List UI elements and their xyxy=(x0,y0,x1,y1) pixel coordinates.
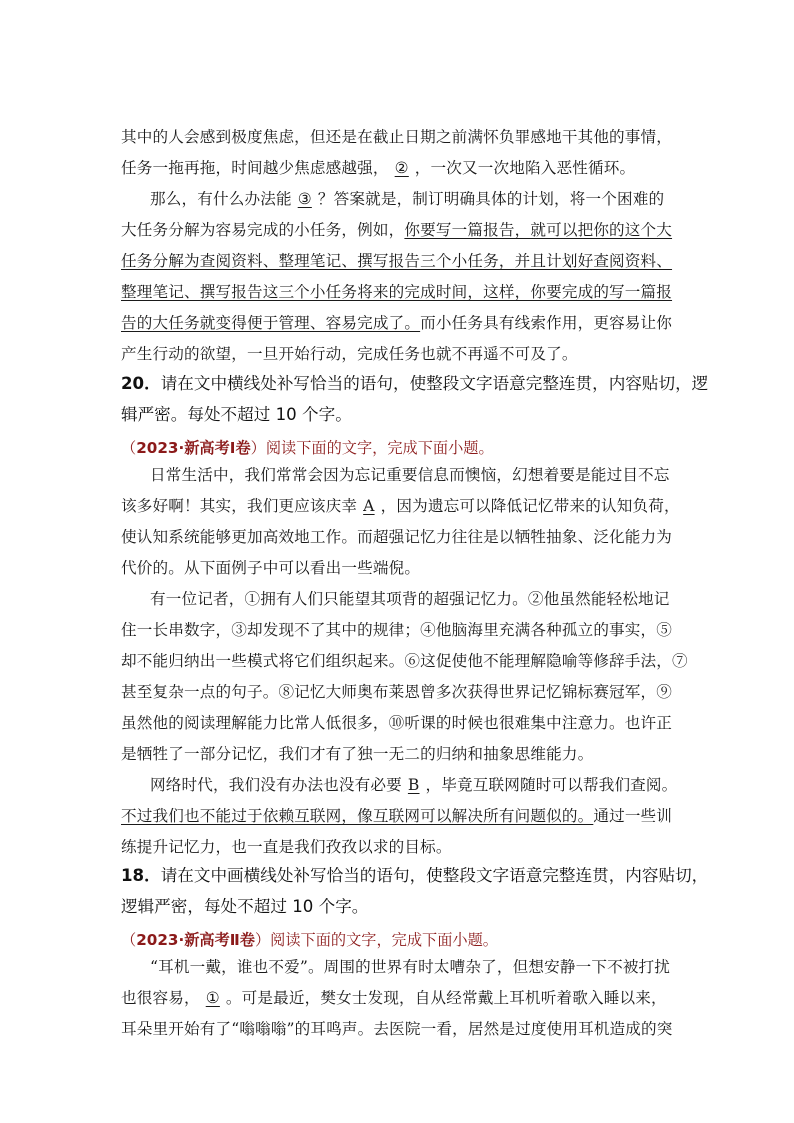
passage2-line13: 练提升记忆力，也一直是我们孜孜以求的目标。 xyxy=(121,838,452,856)
question-20-line2: 辑严密。每处不超过 10 个字。 xyxy=(121,405,352,424)
passage2-line3: 使认知系统能够更加高效地工作。而超强记忆力往往是以牺牲抽象、泛化能力为 xyxy=(121,528,673,546)
passage2-line10: 是牺牲了一部分记忆，我们才有了独一无二的归纳和抽象思维能力。 xyxy=(121,745,594,763)
question-18-line2: 逻辑严密，每处不超过 10 个字。 xyxy=(121,897,369,916)
paren: ） xyxy=(254,931,271,949)
source-year: 2023·新高考Ⅱ卷 xyxy=(136,931,255,949)
blank-1: ① xyxy=(205,989,220,1007)
passage3-line2 xyxy=(121,987,667,1009)
text-segment: 任务一拖再拖，时间越少焦虑感越强， xyxy=(121,159,389,177)
passage2-line4: 代价的。从下面例子中可以看出一些端倪。 xyxy=(121,559,421,577)
passage2-line2 xyxy=(121,495,680,517)
paren: （ xyxy=(121,439,137,457)
text-segment: ？答案就是，制订明确具体的计划，将一个困难的 xyxy=(317,190,665,208)
text-segment: 而小任务具有线索作用，更容易让你 xyxy=(420,314,673,332)
source-instruction: 阅读下面的文字，完成下面小题。 xyxy=(270,931,498,949)
text-segment: 也很容易， xyxy=(121,989,200,1007)
question-text: 请在文中横线处补写恰当的语句，使整段文字语意完整连贯，内容贴切，逻 xyxy=(160,374,709,393)
passage2-line11 xyxy=(150,774,677,796)
text-segment: 。可是最近，樊女士发现，自从经常戴上耳机听着歌入睡以来， xyxy=(225,989,667,1007)
passage1-line5 xyxy=(121,250,672,272)
question-number: 20． xyxy=(121,374,161,393)
passage1-line6 xyxy=(121,281,672,303)
passage3-line3: 耳朵里开始有了“嗡嗡嗡”的耳鸣声。去医院一看，居然是过度使用耳机造成的突 xyxy=(121,1020,673,1038)
underlined-text: 不过我们也不能过于依赖互联网，像互联网可以解决所有问题似的。 xyxy=(121,807,594,825)
text-segment: ，因为遗忘可以降低记忆带来的认知负荷， xyxy=(380,497,680,515)
source-label-1 xyxy=(121,437,494,459)
text-segment: ，毕竟互联网随时可以帮我们查阅。 xyxy=(425,776,678,794)
text-segment: 大任务分解为容易完成的小任务，例如， xyxy=(121,221,405,239)
source-label-2 xyxy=(121,929,498,951)
passage2-line6: 住一长串数字，③却发现不了其中的规律；④他脑海里充满各种孤立的事实，⑤ xyxy=(121,621,673,639)
paren: ） xyxy=(250,439,266,457)
blank-B: B xyxy=(407,776,420,794)
passage2-line12 xyxy=(121,805,672,827)
question-number: 18． xyxy=(121,866,161,885)
passage1-line8: 产生行动的欲望，一旦开始行动，完成任务也就不再遥不可及了。 xyxy=(121,345,578,363)
passage1-line2 xyxy=(121,157,635,179)
paren: （ xyxy=(121,931,137,949)
passage2-line9: 虽然他的阅读理解能力比常人低很多，⑩听课的时候也很难集中注意力。也许正 xyxy=(121,714,673,732)
underlined-text: 你要写一篇报告，就可以把你的这个大 xyxy=(404,221,673,239)
question-20-line1 xyxy=(121,372,708,396)
text-segment: 该多好啊！其实，我们更应该庆幸 xyxy=(121,497,358,515)
passage2-line7: 却不能归纳出一些模式将它们组织起来。⑥这促使他不能理解隐喻等修辞手法，⑦ xyxy=(121,652,688,670)
text-segment: 通过一些训 xyxy=(593,807,673,825)
passage1-line1: 其中的人会感到极度焦虑，但还是在截止日期之前满怀负罪感地干其他的事情， xyxy=(121,128,673,146)
passage2-line1: 日常生活中，我们常常会因为忘记重要信息而懊恼，幻想着要是能过目不忘 xyxy=(150,466,670,484)
passage1-line7 xyxy=(121,312,672,334)
passage2-line8: 甚至复杂一点的句子。⑧记忆大师奥布莱恩曾多次获得世界记忆锦标赛冠军，⑨ xyxy=(121,683,673,701)
passage1-line3 xyxy=(150,188,664,210)
passage1-line4 xyxy=(121,219,672,241)
underlined-text: 整理笔记、撰写报告这三个小任务将来的完成时间，这样，你要完成的写一篇报 xyxy=(121,283,673,301)
question-18-line1 xyxy=(121,864,708,888)
source-instruction: 阅读下面的文字，完成下面小题。 xyxy=(265,439,494,457)
underlined-text: 告的大任务就变得便于管理、容易完成了。 xyxy=(121,314,421,332)
blank-A: A xyxy=(363,497,375,515)
text-segment: 那么，有什么办法能 xyxy=(150,190,292,208)
blank-2: ② xyxy=(394,159,409,177)
question-text: 请在文中画横线处补写恰当的语句，使整段文字语意完整连贯，内容贴切， xyxy=(160,866,709,885)
passage2-line5: 有一位记者，①拥有人们只能望其项背的超强记忆力。②他虽然能轻松地记 xyxy=(150,590,670,608)
underlined-text: 任务分解为查阅资料、整理笔记、撰写报告三个小任务，并且计划好查阅资料、 xyxy=(121,252,673,270)
source-year: 2023·新高考Ⅰ卷 xyxy=(136,439,251,457)
text-segment: 网络时代，我们没有办法也没有必要 xyxy=(150,776,402,794)
passage3-line1: “耳机一戴，谁也不爱”。周围的世界有时太嘈杂了，但想安静一下不被打扰 xyxy=(150,958,671,976)
text-segment: ，一次又一次地陷入恶性循环。 xyxy=(414,159,636,177)
blank-3: ③ xyxy=(297,190,312,208)
